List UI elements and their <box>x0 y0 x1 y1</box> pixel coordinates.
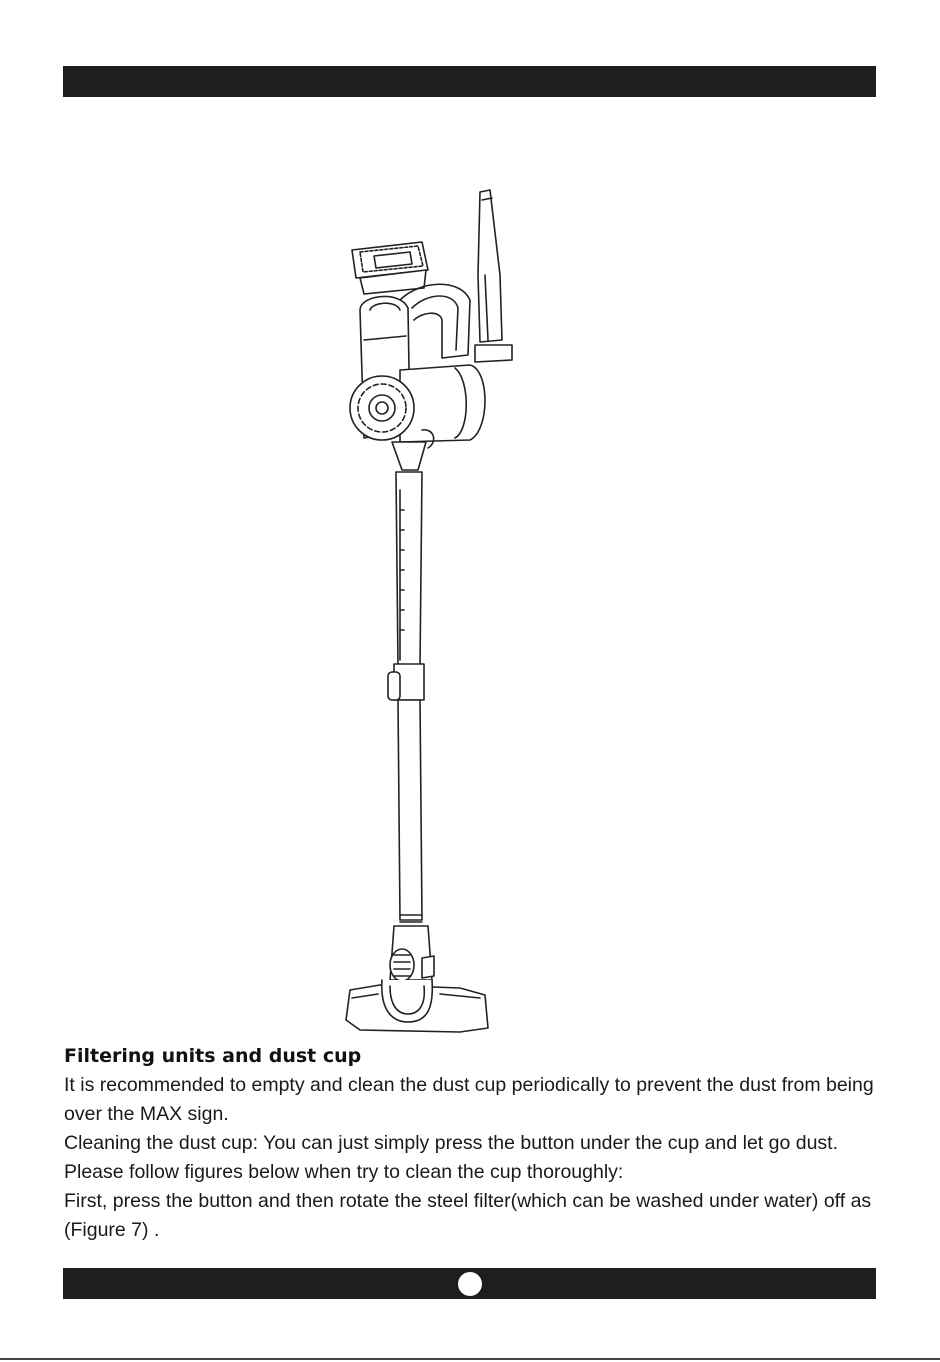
bottom-rule <box>0 1358 940 1360</box>
paragraph-recommendation: It is recommended to empty and clean the dust cup periodically to prevent the dust from being over the MAX sign. <box>64 1074 874 1125</box>
paragraph-first-step: First, press the button and then rotate the steel filter(which can be washed under water) off as (Figure 7) . <box>64 1190 872 1241</box>
footer-bar <box>63 1268 876 1299</box>
filtering-section <box>64 1045 904 1245</box>
paragraph-follow-figures: Please follow figures below when try to clean the cup thoroughly: <box>64 1161 624 1183</box>
stick-vacuum-icon <box>330 180 530 1040</box>
vacuum-cleaner-illustration <box>330 180 530 1040</box>
paragraph-cleaning: Cleaning the dust cup: You can just simply press the button under the cup and let go dust. <box>64 1132 839 1154</box>
header-bar <box>63 66 876 97</box>
page-marker-circle <box>458 1272 482 1296</box>
section-title: Filtering units and dust cup <box>64 1045 362 1067</box>
